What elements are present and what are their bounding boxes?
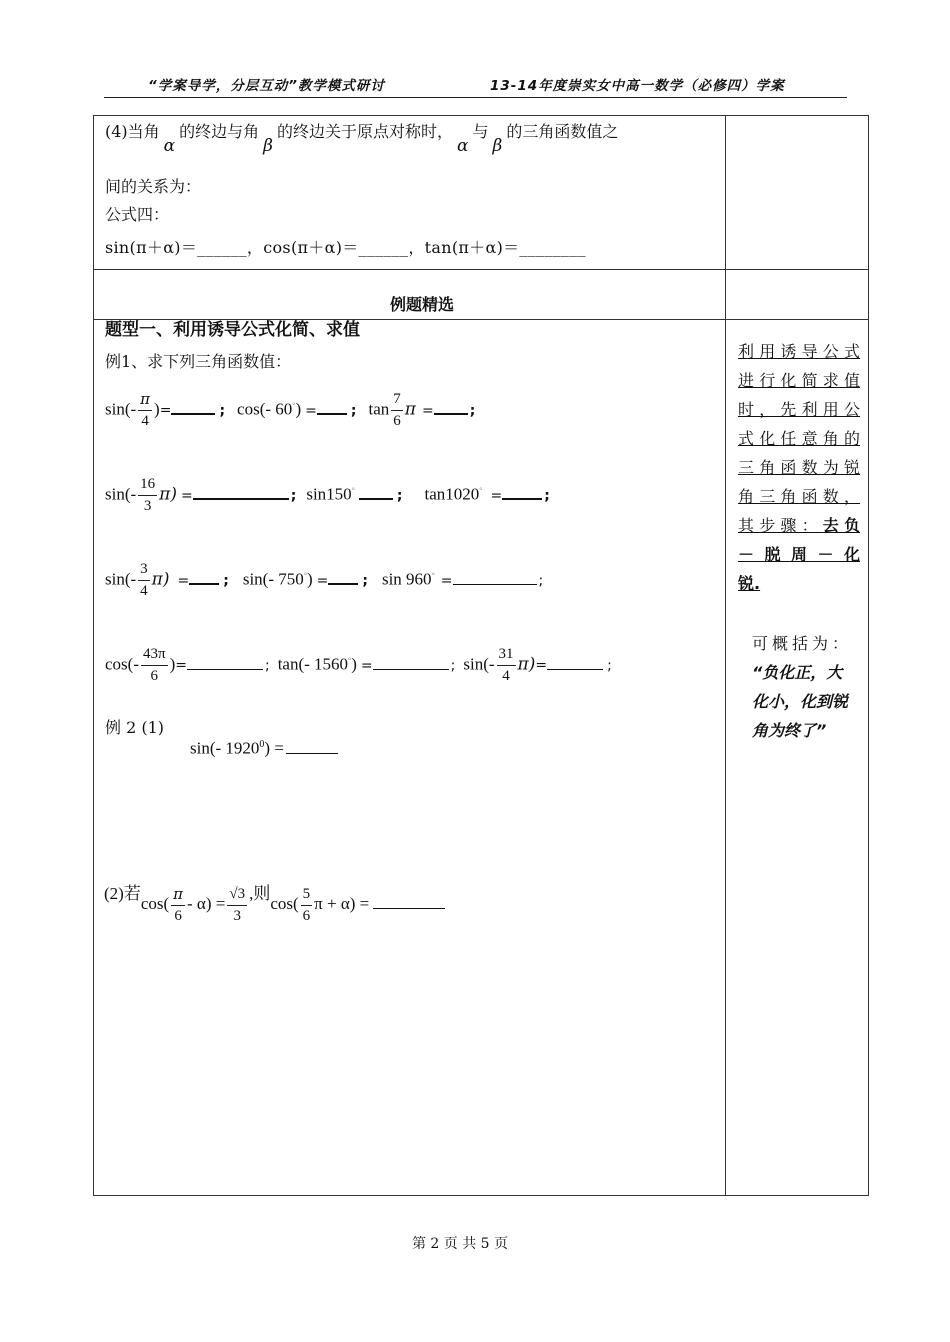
row4-a-den: 6 xyxy=(150,668,159,685)
table-top-border xyxy=(93,115,869,116)
sidebar-line-6-text: 角三角函数， xyxy=(738,487,860,506)
row1-c-frac xyxy=(391,392,403,429)
row1-a-pre: sin(- xyxy=(105,399,137,419)
row1-c-post: π xyxy=(404,399,416,420)
p2-b: - α) = xyxy=(187,894,226,913)
row2-b: sin150 xyxy=(306,484,352,504)
row2-a-post: π) xyxy=(159,484,177,505)
row4-eq-a: = xyxy=(175,657,187,674)
row3-b-post: ) xyxy=(306,569,313,589)
formula4-formulas: sin(π＋α)＝______，cos(π＋α)＝______，tan(π＋α)＝________ xyxy=(105,238,586,257)
p2-c: ,则 xyxy=(249,884,271,903)
beta-symbol: β xyxy=(263,136,273,156)
example1-label: 例1、求下列三角函数值： xyxy=(105,352,292,371)
p2-den2: 3 xyxy=(233,907,241,924)
row3-blank-b[interactable] xyxy=(328,569,358,585)
row1-eq-b: = xyxy=(305,402,317,419)
beta-symbol-2: β xyxy=(492,136,503,156)
row2-eq-a: = xyxy=(180,487,193,504)
row1-eq-a: = xyxy=(159,402,172,419)
example2-part2 xyxy=(104,880,445,928)
row4-b: tan(- 1560 xyxy=(277,654,349,674)
row1-a-den: 4 xyxy=(141,413,149,430)
row2-a-pre: sin(- xyxy=(105,484,137,504)
sidebar-line-7 xyxy=(738,511,860,540)
row1-eq-c: = xyxy=(421,402,434,419)
example1-row1: sin(- $\frac{\pi}{4}$ )= ; cos(- 60°) = ; tan $\frac{7}{6}$ π = ; xyxy=(105,390,476,430)
table-left-border xyxy=(93,115,94,1196)
header-right: 13-14年度崇实女中高一数学（必修四）学案 xyxy=(490,78,785,94)
row4-b-post: ) xyxy=(351,654,357,674)
row4-c-den: 4 xyxy=(502,668,510,685)
example1-row4: cos(- $\frac{43\pi}{6}$ )= ; tan(- 1560°) = ; sin(- $\frac{31}{4}$ π)= ; xyxy=(105,646,612,685)
row4-eq-c: = xyxy=(535,657,548,674)
formula4-intro xyxy=(105,120,619,156)
p2-d: cos( xyxy=(270,894,299,913)
row3-b: sin(- 750 xyxy=(242,569,304,589)
row2-c: tan1020 xyxy=(424,484,480,504)
intro-part4: 的三角函数值之 xyxy=(506,122,619,141)
type1-title: 题型一、利用诱导公式化简、求值 xyxy=(105,320,360,340)
row3-a-post: π) xyxy=(151,569,170,590)
table-bottom-border xyxy=(93,1195,869,1196)
row2-sep-a: ; xyxy=(290,487,297,504)
row4-a-num: 43π xyxy=(141,647,168,666)
row1-c-den: 6 xyxy=(393,413,401,430)
sidebar-line-9 xyxy=(738,569,860,598)
row3-eq-a: = xyxy=(177,572,190,589)
row3-a-den: 4 xyxy=(140,583,148,600)
p2-frac2 xyxy=(227,887,247,924)
p2-den3: 6 xyxy=(302,907,311,924)
formula4-line2: 间的关系为： xyxy=(105,177,202,196)
p2-a: cos( xyxy=(140,894,170,913)
sidebar-summary-2: “负化正，大 xyxy=(752,663,843,682)
row4-c-frac xyxy=(497,647,516,684)
row3-blank-c[interactable] xyxy=(453,570,537,585)
p2-den1: 6 xyxy=(174,907,182,924)
example2-part2-label: (2)若 xyxy=(104,884,141,903)
example2-part1-blank[interactable] xyxy=(286,739,338,754)
sidebar-step3: 锐. xyxy=(738,574,761,593)
row4-sep-a: ; xyxy=(264,657,270,674)
row4-sep-b: ; xyxy=(450,657,456,674)
row2-blank-b[interactable] xyxy=(359,484,393,500)
row1-b-post: ) xyxy=(295,399,302,419)
header-rule xyxy=(104,97,847,98)
row3-sep-b: ; xyxy=(362,572,368,589)
row1-c-num: 7 xyxy=(391,392,403,411)
sidebar-summary-1: 可概括为： xyxy=(752,634,853,653)
p2-num2: √3 xyxy=(227,887,247,906)
row3-eq-b: = xyxy=(316,572,329,589)
row1-c-pre: tan xyxy=(368,399,390,419)
sidebar-line-5-text: 三角函数为锐 xyxy=(738,458,860,477)
row2-blank-c[interactable] xyxy=(502,484,542,500)
example2-part1-sup: 0 xyxy=(259,739,265,750)
intro-part2: 的终边与角 xyxy=(179,122,260,141)
row3-eq-c: = xyxy=(440,572,453,589)
sidebar-line-4-text: 式化任意角的 xyxy=(738,429,860,448)
table-row-divider-1 xyxy=(93,269,869,270)
sidebar-line-8 xyxy=(738,540,860,569)
formula4-line3: 公式四： xyxy=(105,205,170,224)
row1-sep-b: ; xyxy=(350,402,357,419)
sidebar-line-5 xyxy=(738,453,860,482)
row4-sep-c: ; xyxy=(607,657,612,674)
sidebar-line-3-text: 时，先利用公 xyxy=(738,400,860,419)
example2-part1-post: ) = xyxy=(264,738,284,758)
p2-frac1 xyxy=(171,884,185,924)
row1-sep-c: ; xyxy=(469,402,476,419)
example1-row2: sin(- $\frac{16}{3}$ π) = ; sin150° ; tan1020° = ; xyxy=(105,476,550,515)
row4-c-num: 31 xyxy=(497,647,516,666)
p2-num1: π xyxy=(171,887,185,906)
alpha-symbol-2: α xyxy=(457,136,469,156)
alpha-symbol: α xyxy=(163,136,176,156)
row4-a-post: ) xyxy=(169,654,176,674)
sidebar-line-2 xyxy=(738,366,860,395)
row2-sep-b: ; xyxy=(396,487,403,504)
sidebar-summary-4: 角为终了” xyxy=(752,721,827,740)
p2-blank[interactable] xyxy=(373,894,445,909)
sidebar-line-1-text: 利用诱导公式 xyxy=(738,342,860,361)
sidebar-line-2-text: 进行化简求值 xyxy=(738,371,860,390)
row3-a-pre: sin(- xyxy=(105,569,137,589)
table-right-border xyxy=(868,115,869,1196)
row1-a-num: π xyxy=(138,392,152,411)
row3-sep-c: ; xyxy=(538,572,544,589)
row1-sep-a: ; xyxy=(219,402,226,419)
sidebar-line-3 xyxy=(738,395,860,424)
row2-blank-a[interactable] xyxy=(193,484,289,500)
row2-a-num: 16 xyxy=(138,477,157,496)
row1-a-post: ) xyxy=(154,399,160,419)
row1-b: cos(- 60 xyxy=(237,399,293,419)
row2-sep-c: ; xyxy=(544,487,550,504)
section-title: 例题精选 xyxy=(390,295,455,314)
sidebar-summary-3: 化小，化到锐 xyxy=(752,692,849,711)
row1-blank-a[interactable] xyxy=(171,399,215,415)
row4-c-post: π) xyxy=(517,654,536,675)
row1-blank-c[interactable] xyxy=(434,399,468,415)
row2-a-den: 3 xyxy=(143,498,152,515)
p2-num3: 5 xyxy=(301,887,313,906)
sidebar-line-1 xyxy=(738,337,860,366)
row2-a-frac xyxy=(138,477,157,514)
sidebar-step-prefix: 其步骤： xyxy=(738,516,823,535)
row3-a-num: 3 xyxy=(138,562,150,581)
example2-part1-text: sin(- 1920 xyxy=(190,738,260,758)
row3-c: sin 960 xyxy=(381,569,432,589)
row3-sep-a: ; xyxy=(223,572,229,589)
page-footer: 第 2 页 共 5 页 xyxy=(411,1236,509,1252)
row3-blank-a[interactable] xyxy=(189,569,219,585)
sidebar-line-4 xyxy=(738,424,860,453)
intro-yu: 与 xyxy=(472,122,489,141)
sidebar-line-6 xyxy=(738,482,860,511)
p2-e: π + α) = xyxy=(314,894,370,913)
row4-eq-b: = xyxy=(360,657,373,674)
row1-blank-b[interactable] xyxy=(317,399,347,415)
p2-frac3 xyxy=(301,887,313,924)
row4-a-pre: cos(- xyxy=(105,654,139,674)
table-middle-border xyxy=(725,115,726,1196)
sidebar-step-bold: 去负 xyxy=(822,516,860,535)
intro-part1: (4)当角 xyxy=(105,122,160,141)
row1-a-frac xyxy=(138,392,152,429)
row4-blank-a[interactable] xyxy=(187,655,263,670)
row3-a-frac xyxy=(138,562,150,599)
row4-a-frac xyxy=(141,647,168,684)
intro-part3: 的终边关于原点对称时， xyxy=(277,122,454,141)
example1-row3: sin(- $\frac{3}{4}$ π) = ; sin(- 750°) = ; sin 960° = ; xyxy=(105,561,544,600)
row4-c-pre: sin(- xyxy=(463,654,495,674)
row4-blank-c[interactable] xyxy=(547,655,603,670)
header-left: “学案导学，分层互动”教学模式研讨 xyxy=(148,78,385,94)
example2-label: 例 2 (1) xyxy=(105,718,165,737)
example2-part1 xyxy=(190,735,338,759)
row2-eq-c: = xyxy=(490,487,503,504)
row4-blank-b[interactable] xyxy=(373,655,449,670)
sidebar-step2: －脱周－化 xyxy=(738,545,860,564)
